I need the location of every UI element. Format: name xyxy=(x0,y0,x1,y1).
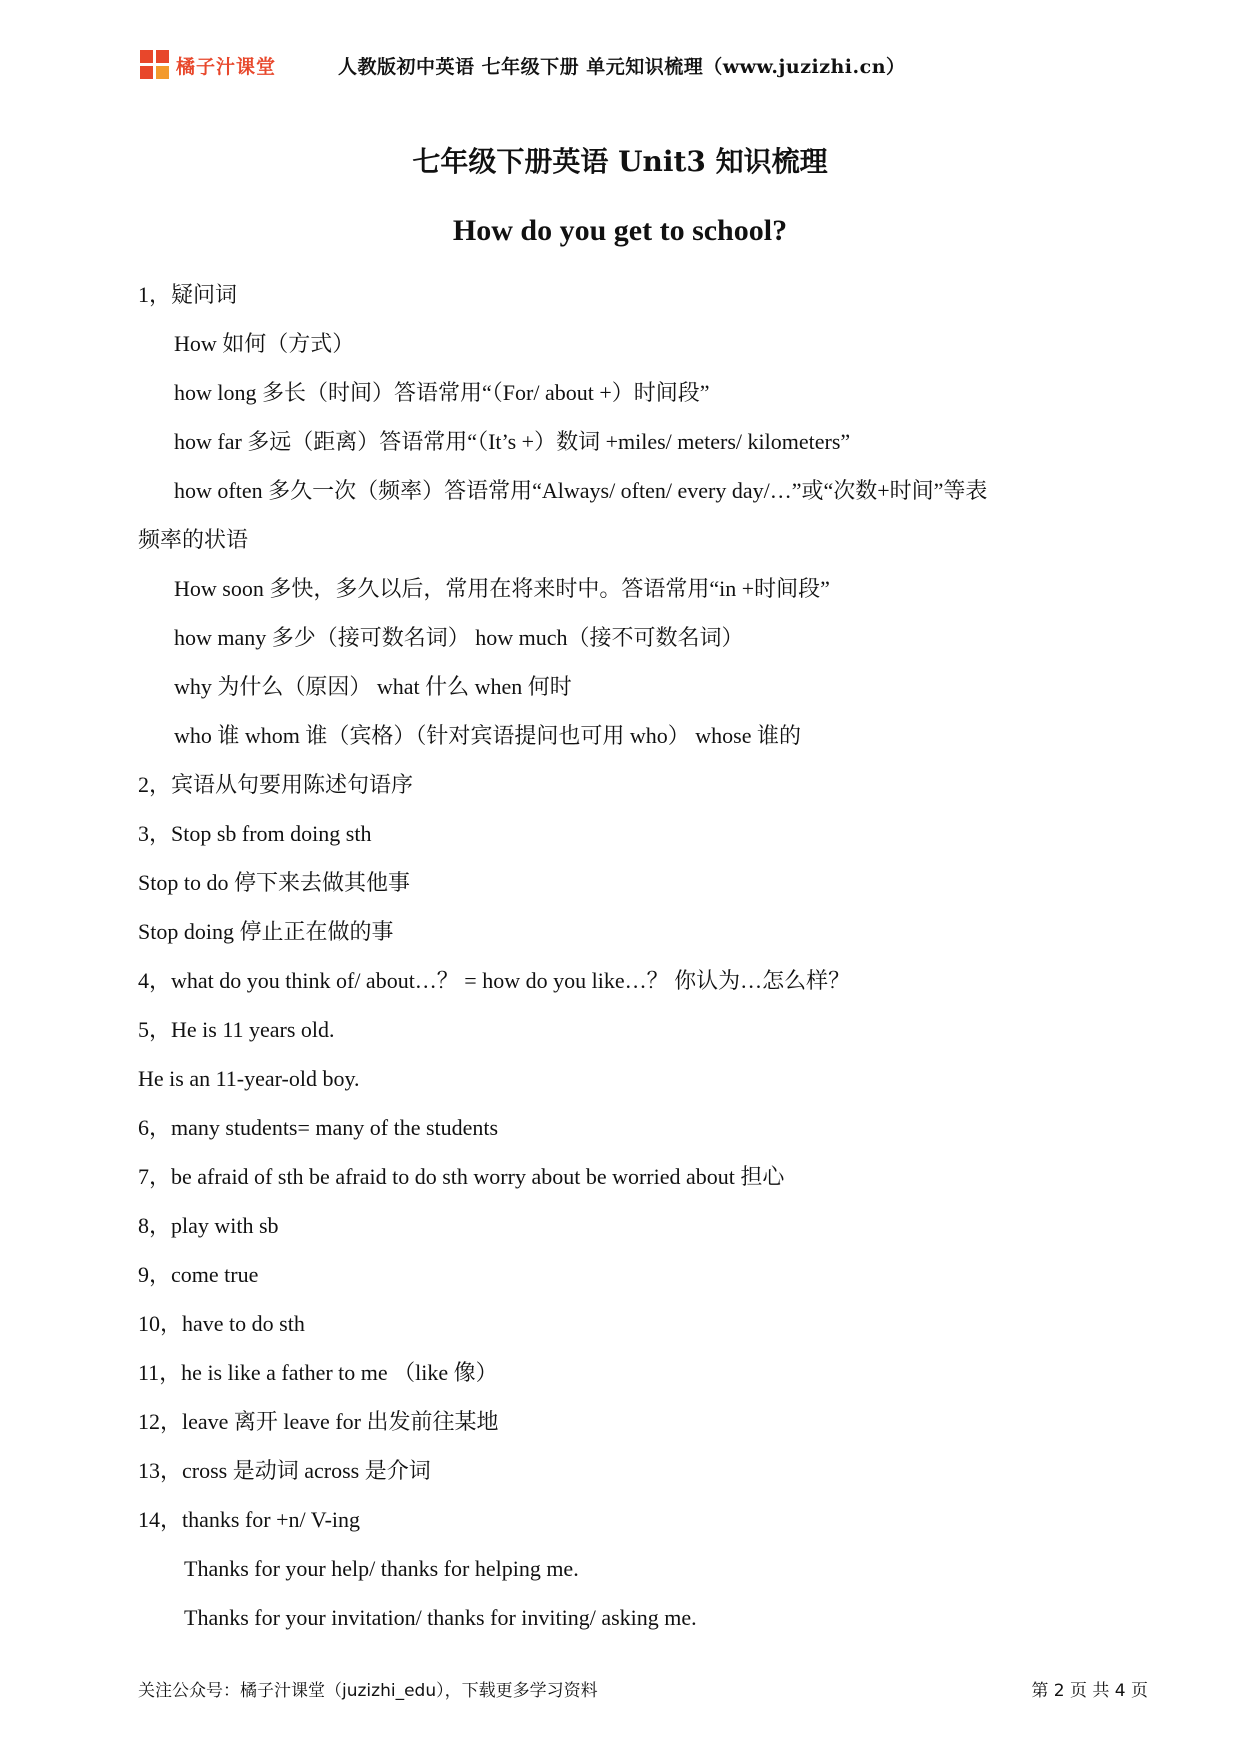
text-line: 2，宾语从句要用陈述句语序 xyxy=(138,772,414,797)
text-line: 11，he is like a father to me （like 像） xyxy=(138,1360,498,1385)
text-line: 1，疑问词 xyxy=(138,282,238,307)
text-line: Stop doing 停止正在做的事 xyxy=(138,919,394,944)
text-line: how far 多远（距离）答语常用“（It’s +）数词 +miles/ meters/ kilometers” xyxy=(174,429,851,454)
document-title: 七年级下册英语 Unit3 知识梳理 xyxy=(412,145,828,178)
document-body xyxy=(138,272,1148,1644)
text-line: 7，be afraid of sth be afraid to do sth worry about be worried about 担心 xyxy=(138,1164,785,1189)
text-line: 10，have to do sth xyxy=(138,1311,305,1336)
text-line: 14，thanks for +n/ V-ing xyxy=(138,1507,361,1532)
text-line: How soon 多快，多久以后，常用在将来时中。答语常用“in +时间段” xyxy=(174,576,830,601)
text-line: 3，Stop sb from doing sth xyxy=(138,821,372,846)
logo-icon xyxy=(140,50,170,80)
text-line: 6，many students= many of the students xyxy=(138,1115,499,1140)
text-line: how many 多少（接可数名词） how much（接不可数名词） xyxy=(174,625,744,650)
logo xyxy=(140,50,276,80)
text-line: 12，leave 离开 leave for 出发前往某地 xyxy=(138,1409,499,1434)
text-line: 4，what do you think of/ about…？ = how do you like…？ 你认为…怎么样？ xyxy=(138,968,851,993)
text-line: 5，He is 11 years old. xyxy=(138,1017,335,1042)
logo-text: 橘子汁课堂 xyxy=(176,55,277,78)
text-line: He is an 11-year-old boy. xyxy=(138,1066,360,1091)
footer-note: 关注公众号：橘子汁课堂（juzizhi_edu），下载更多学习资料 xyxy=(138,1681,598,1701)
document-subtitle: How do you get to school? xyxy=(452,214,788,247)
text-line: 8，play with sb xyxy=(138,1213,279,1238)
text-line: How 如何（方式） xyxy=(174,331,355,356)
text-line: Stop to do 停下来去做其他事 xyxy=(138,870,410,895)
text-line: Thanks for your help/ thanks for helping me. xyxy=(184,1556,579,1581)
text-line: Thanks for your invitation/ thanks for inviting/ asking me. xyxy=(184,1605,697,1630)
text-line: who 谁 whom 谁（宾格）（针对宾语提问也可用 who） whose 谁的 xyxy=(174,723,801,748)
text-line: 9，come true xyxy=(138,1262,259,1287)
page-header xyxy=(140,44,1100,88)
text-line: how long 多长（时间）答语常用“（For/ about +）时间段” xyxy=(174,380,710,405)
text-line: how often 多久一次（频率）答语常用“Always/ often/ every day/…”或“次数+时间”等表 xyxy=(174,478,988,503)
page-footer xyxy=(138,1676,1148,1706)
page-number: 第 2 页 共 4 页 xyxy=(1031,1681,1148,1701)
text-line: why 为什么（原因） what 什么 when 何时 xyxy=(174,674,572,699)
text-line: 频率的状语 xyxy=(138,527,249,552)
text-line: 13，cross 是动词 across 是介词 xyxy=(138,1458,431,1483)
header-title: 人教版初中英语 七年级下册 单元知识梳理（www.juzizhi.cn） xyxy=(338,56,906,78)
